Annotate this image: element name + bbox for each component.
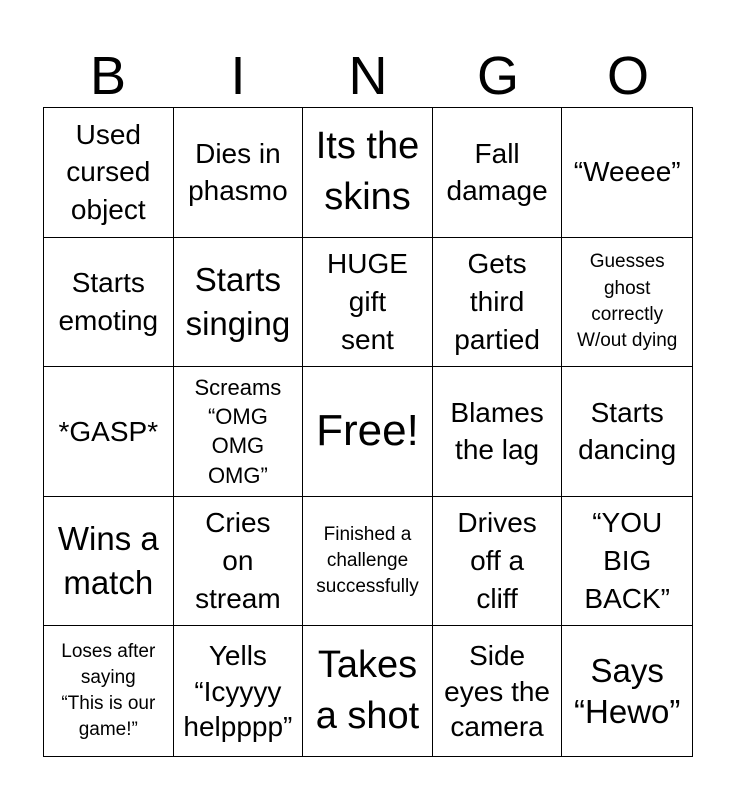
bingo-cell[interactable] — [174, 238, 304, 368]
bingo-cell[interactable] — [174, 108, 304, 238]
cell-text: *GASP* — [58, 415, 159, 447]
cell-text: Dies in phasmo — [188, 137, 288, 207]
bingo-cell[interactable] — [44, 238, 174, 368]
bingo-cell[interactable] — [433, 238, 563, 368]
bingo-cell[interactable] — [433, 497, 563, 627]
bingo-header — [43, 44, 693, 108]
bingo-board — [43, 107, 693, 757]
cell-text: Yells “Icyyyy helpppp” — [183, 640, 293, 742]
cell-text: Blames the lag — [450, 396, 544, 466]
bingo-cell[interactable] — [433, 108, 563, 238]
bingo-cell[interactable] — [174, 367, 304, 497]
cell-text: HUGE gift sent — [327, 248, 408, 355]
free-cell[interactable] — [303, 367, 433, 497]
cell-text: Screams “OMG OMG OMG” — [194, 375, 282, 488]
cell-text: Cries on stream — [195, 507, 281, 614]
header-letter-g: G — [476, 46, 519, 106]
cell-text: Starts singing — [185, 260, 291, 342]
bingo-cell[interactable] — [562, 238, 692, 368]
cell-text: Gets third partied — [454, 248, 540, 355]
cell-text: Its the skins — [315, 125, 420, 219]
cell-text: Says “Hewo” — [574, 651, 681, 731]
bingo-cell[interactable] — [303, 238, 433, 368]
cell-text: Drives off a cliff — [457, 507, 537, 614]
header-letter-i: I — [230, 46, 246, 106]
cell-text: Used cursed object — [66, 118, 151, 226]
bingo-cell[interactable] — [562, 108, 692, 238]
bingo-cell[interactable] — [433, 626, 563, 756]
cell-text: Guesses ghost correctly W/out dying — [577, 251, 678, 352]
bingo-cell[interactable] — [44, 626, 174, 756]
cell-text: Wins a match — [57, 519, 159, 602]
bingo-cell[interactable] — [44, 108, 174, 238]
bingo-cell[interactable] — [562, 626, 692, 756]
header-letter-b: B — [89, 46, 127, 106]
bingo-cell[interactable] — [44, 497, 174, 627]
bingo-cell[interactable] — [433, 367, 563, 497]
cell-text: Fall damage — [446, 137, 548, 207]
header-letter-n: N — [348, 46, 388, 106]
cell-text: Side eyes the camera — [444, 640, 551, 742]
cell-text: Starts dancing — [578, 396, 677, 466]
bingo-cell[interactable] — [303, 626, 433, 756]
cell-text: “YOU BIG BACK” — [584, 507, 670, 614]
cell-text: Finished a challenge successfully — [316, 523, 419, 598]
bingo-cell[interactable] — [174, 626, 304, 756]
bingo-cell[interactable] — [303, 108, 433, 238]
header-letter-o: O — [606, 46, 649, 106]
bingo-cell[interactable] — [562, 497, 692, 627]
bingo-cell[interactable] — [174, 497, 304, 627]
cell-text: Free! — [316, 406, 419, 456]
cell-text: Loses after saying “This is our game!” — [61, 640, 156, 741]
cell-text: Starts emoting — [58, 267, 159, 336]
cell-text: Takes a shot — [315, 644, 420, 738]
bingo-cell[interactable] — [562, 367, 692, 497]
cell-text: “Weeee” — [573, 156, 681, 188]
bingo-cell[interactable] — [44, 367, 174, 497]
bingo-cell[interactable] — [303, 497, 433, 627]
